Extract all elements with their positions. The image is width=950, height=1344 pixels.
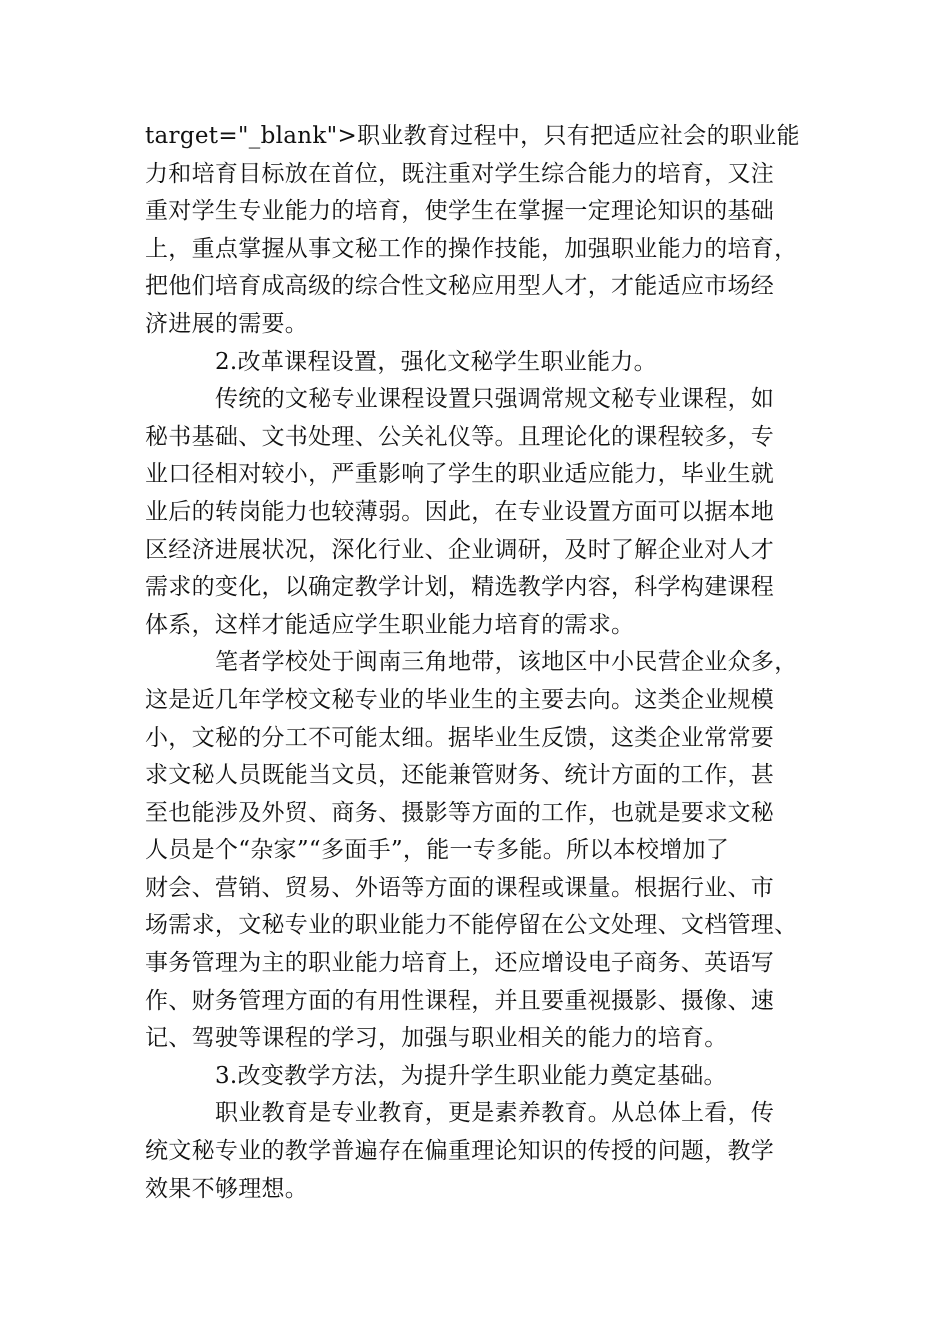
text-line: 求文秘人员既能当文员，还能兼管财务、统计方面的工作，甚 bbox=[145, 762, 775, 789]
text-line: 笔者学校处于闽南三角地带，该地区中小民营企业众多， bbox=[215, 649, 798, 676]
text-line: 财会、营销、贸易、外语等方面的课程或课量。根据行业、市 bbox=[145, 874, 775, 901]
heading-line: 3.改变教学方法，为提升学生职业能力奠定基础。 bbox=[215, 1062, 727, 1089]
text-line: 这是近几年学校文秘专业的毕业生的主要去向。这类企业规模 bbox=[145, 686, 775, 713]
paragraph bbox=[145, 1095, 805, 1208]
text-line: 人员是个“杂家”“多面手”，能一专多能。所以本校增加了 bbox=[145, 837, 730, 864]
heading-line: 2.改革课程设置，强化文秘学生职业能力。 bbox=[215, 348, 657, 375]
text-line: 体系，这样才能适应学生职业能力培育的需求。 bbox=[145, 611, 635, 638]
text-line: 作、财务管理方面的有用性课程，并且要重视摄影、摄像、速 bbox=[145, 987, 775, 1014]
text-line: 场需求，文秘专业的职业能力不能停留在公文处理、文档管理、 bbox=[145, 912, 798, 939]
text-line: 把他们培育成高级的综合性文秘应用型人才，才能适应市场经 bbox=[145, 273, 775, 300]
text-line: 济进展的需要。 bbox=[145, 310, 309, 337]
text-line: 重对学生专业能力的培育，使学生在掌握一定理论知识的基础 bbox=[145, 198, 775, 225]
text-line: 业口径相对较小，严重影响了学生的职业适应能力，毕业生就 bbox=[145, 461, 775, 488]
text-line: 需求的变化，以确定教学计划，精选教学内容，科学构建课程 bbox=[145, 574, 775, 601]
text-line: 效果不够理想。 bbox=[145, 1175, 309, 1202]
document-body bbox=[145, 118, 805, 1208]
text-line: 小，文秘的分工不可能太细。据毕业生反馈，这类企业常常要 bbox=[145, 724, 775, 751]
text-line: 统文秘专业的教学普遍存在偏重理论知识的传授的问题，教学 bbox=[145, 1138, 775, 1165]
text-line: 事务管理为主的职业能力培育上，还应增设电子商务、英语写 bbox=[145, 950, 775, 977]
text-line: 秘书基础、文书处理、公关礼仪等。且理论化的课程较多，专 bbox=[145, 423, 775, 450]
paragraph bbox=[145, 381, 805, 644]
text-line: 记、驾驶等课程的学习，加强与职业相关的能力的培育。 bbox=[145, 1025, 728, 1052]
text-line: 业后的转岗能力也较薄弱。因此，在专业设置方面可以据本地 bbox=[145, 498, 775, 525]
paragraph bbox=[145, 644, 805, 1058]
text-line: 力和培育目标放在首位，既注重对学生综合能力的培育，又注 bbox=[145, 160, 775, 187]
text-line: 区经济进展状况，深化行业、企业调研，及时了解企业对人才 bbox=[145, 536, 775, 563]
text-line: 传统的文秘专业课程设置只强调常规文秘专业课程，如 bbox=[215, 386, 775, 413]
text-line: 上，重点掌握从事文秘工作的操作技能，加强职业能力的培育， bbox=[145, 235, 798, 262]
text-line: 职业教育是专业教育，更是素养教育。从总体上看，传 bbox=[215, 1100, 775, 1127]
section-heading bbox=[145, 344, 805, 382]
text-line: target="_blank">职业教育过程中，只有把适应社会的职业能 bbox=[145, 123, 800, 149]
text-line: 至也能涉及外贸、商务、摄影等方面的工作，也就是要求文秘 bbox=[145, 799, 775, 826]
paragraph bbox=[145, 118, 805, 344]
section-heading bbox=[145, 1058, 805, 1096]
